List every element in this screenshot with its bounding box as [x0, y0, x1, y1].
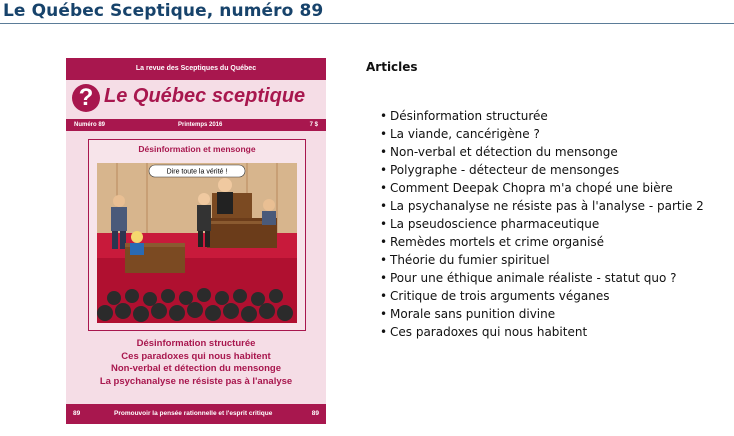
- bullet-icon: •: [380, 127, 388, 141]
- list-item: [380, 251, 704, 269]
- cover-headline: Désinformation et mensonge: [138, 144, 256, 154]
- list-item: [380, 197, 704, 215]
- courtroom-illustration: [97, 163, 297, 323]
- list-item: [380, 323, 704, 341]
- cover-issue-label: Numéro 89: [74, 122, 106, 128]
- bullet-icon: •: [380, 289, 388, 303]
- article-link[interactable]: Critique de trois arguments véganes: [390, 289, 610, 303]
- list-item: [380, 179, 704, 197]
- bullet-icon: •: [380, 235, 388, 249]
- article-link[interactable]: Morale sans punition divine: [390, 307, 556, 321]
- bullet-icon: •: [380, 271, 388, 285]
- cover-teasers: [66, 338, 326, 388]
- articles-heading: Articles: [366, 60, 418, 74]
- article-link[interactable]: La pseudoscience pharmaceutique: [390, 217, 600, 231]
- list-item: [380, 233, 704, 251]
- list-item: [380, 143, 704, 161]
- page-title: Le Québec Sceptique, numéro 89: [3, 1, 324, 21]
- list-item: [380, 287, 704, 305]
- list-item: [380, 107, 704, 125]
- bullet-icon: •: [380, 181, 388, 195]
- cover-info-band: [66, 119, 326, 131]
- article-link[interactable]: La viande, cancérigène ?: [390, 127, 540, 141]
- article-link[interactable]: Théorie du fumier spirituel: [390, 253, 550, 267]
- list-item: [380, 161, 704, 179]
- cover-season: Printemps 2016: [178, 122, 223, 128]
- cover-teaser: Désinformation structurée: [136, 338, 256, 349]
- cover-teaser: La psychanalyse ne résiste pas à l'analyse: [99, 375, 293, 387]
- articles-list: [380, 107, 704, 341]
- bullet-icon: •: [380, 163, 388, 177]
- cover-footer-band: [66, 404, 326, 424]
- bullet-icon: •: [380, 217, 388, 231]
- article-link[interactable]: Polygraphe - détecteur de mensonges: [390, 163, 620, 177]
- article-link[interactable]: La psychanalyse ne résiste pas à l'analyse - partie 2: [390, 199, 704, 213]
- question-mark-logo-icon: ?: [72, 84, 100, 112]
- magazine-cover[interactable]: [66, 58, 326, 424]
- bullet-icon: •: [380, 109, 388, 123]
- cover-title: Le Québec sceptique: [104, 85, 306, 107]
- cover-teaser: Ces paradoxes qui nous habitent: [121, 350, 271, 362]
- bullet-icon: •: [380, 325, 388, 339]
- article-link[interactable]: Non-verbal et détection du mensonge: [390, 145, 618, 159]
- cover-price: 7 $: [309, 122, 318, 128]
- cover-footer-number-left: 89: [73, 410, 81, 417]
- article-link[interactable]: Comment Deepak Chopra m'a chopé une bière: [390, 181, 673, 195]
- bullet-icon: •: [380, 253, 388, 267]
- article-link[interactable]: Remèdes mortels et crime organisé: [390, 235, 605, 249]
- cover-teaser: Non-verbal et détection du mensonge: [111, 363, 281, 374]
- bullet-icon: •: [380, 145, 388, 159]
- cover-feature-frame: [88, 139, 306, 331]
- cover-footer-number-right: 89: [311, 410, 319, 417]
- cover-tagline: La revue des Sceptiques du Québec: [66, 58, 326, 80]
- list-item: [380, 269, 704, 287]
- bullet-icon: •: [380, 199, 388, 213]
- list-item: [380, 125, 704, 143]
- bullet-icon: •: [380, 307, 388, 321]
- title-divider: [0, 23, 734, 24]
- cover-footer-slogan: Promouvoir la pensée rationnelle et l'esprit critique: [114, 410, 273, 417]
- article-link[interactable]: Pour une éthique animale réaliste - statut quo ?: [390, 271, 677, 285]
- article-link[interactable]: Ces paradoxes qui nous habitent: [390, 325, 588, 339]
- list-item: [380, 305, 704, 323]
- article-link[interactable]: Désinformation structurée: [390, 109, 548, 123]
- list-item: [380, 215, 704, 233]
- speech-bubble-text: Dire toute la vérité !: [166, 168, 228, 176]
